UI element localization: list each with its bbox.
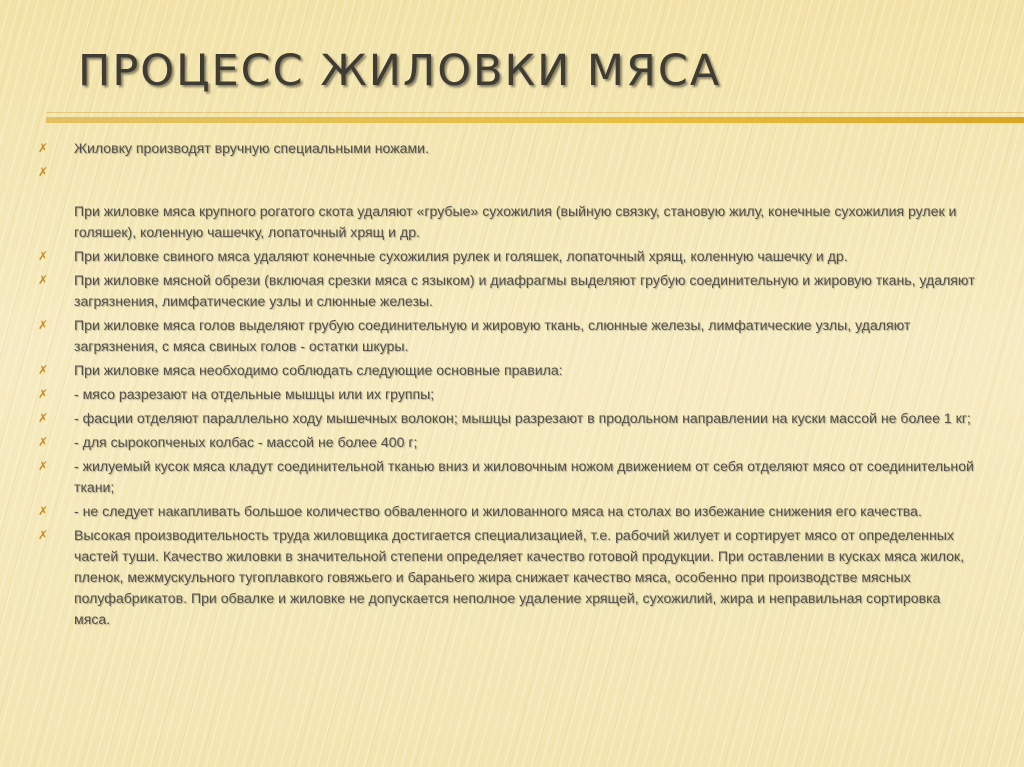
bullet-text: Жиловку производят вручную специальными ножами. (74, 140, 429, 156)
bullet-text: При жиловке мяса необходимо соблюдать следующие основные правила: (74, 362, 563, 378)
bullet-text: - не следует накапливать большое количество обваленного и жилованного мяса на столах во избежание снижения его качества. (74, 503, 922, 519)
bullet-text: - для сырокопченых колбас - массой не более 400 г; (74, 434, 418, 450)
bullet-item (38, 456, 978, 498)
bullet-item (38, 270, 978, 312)
bullet-marker-icon: ✗ (38, 504, 49, 518)
bullet-marker-icon: ✗ (38, 363, 49, 377)
bullet-text: Высокая производительность труда жиловщика достигается специализацией, т.е. рабочий жилует и сортирует мясо от определенных частей туши. Качество жиловки в значительной степени определяет качество готовой продукции. При оставлении в кусках мяса жилок, пленок, межмускульного тугоплавкого говяжьего и бараньего жира снижает качество мяса, особенно при производстве мясных полуфабрикатов. При обвалке и жиловке не допускается неполное удаление хрящей, сухожилий, жира и неправильная сортировка мяса. (74, 527, 964, 627)
bullet-item (38, 432, 978, 453)
bullet-marker-icon: ✗ (38, 459, 49, 473)
bullet-item (38, 201, 978, 243)
bullet-text: - фасции отделяют параллельно ходу мышечных волокон; мышцы разрезают в продольном направлении на куски массой не более 1 кг; (74, 410, 971, 426)
bullet-marker-icon: ✗ (38, 411, 49, 425)
bullet-marker-icon: ✗ (38, 249, 49, 263)
bullet-text: При жиловке мяса крупного рогатого скота удаляют «грубые» сухожилия (выйную связку, становую жилу, конечные сухожилия рулек и голяшек), коленную чашечку, лопаточный хрящ и др. (74, 203, 957, 240)
bullet-marker-icon: ✗ (38, 435, 49, 449)
title-underline-thin (46, 112, 1024, 113)
bullet-text: При жиловке мяса голов выделяют грубую соединительную и жировую ткань, слюнные железы, лимфатические узлы, удаляют загрязнения, с мяса свиных голов - остатки шкуры. (74, 317, 911, 354)
bullet-marker-icon: ✗ (38, 273, 49, 287)
bullet-item (38, 315, 978, 357)
bullet-marker-icon: ✗ (38, 141, 49, 155)
bullet-item-empty (38, 162, 978, 183)
bullet-text: При жиловке свиного мяса удаляют конечные сухожилия рулек и голяшек, лопаточный хрящ, коленную чашечку и др. (74, 248, 848, 264)
bullet-text: - мясо разрезают на отдельные мышцы или их группы; (74, 386, 435, 402)
bullet-item (38, 501, 978, 522)
bullet-item (38, 525, 978, 630)
bullet-text: При жиловке мясной обрези (включая срезки мяса с языком) и диафрагмы выделяют грубую соединительную и жировую ткань, удаляют загрязнения, лимфатические узлы и слюнные железы. (74, 272, 975, 309)
bullet-item (38, 360, 978, 381)
bullet-list (38, 138, 978, 633)
bullet-marker-icon: ✗ (38, 318, 49, 332)
bullet-marker-icon: ✗ (38, 387, 49, 401)
bullet-marker-icon: ✗ (38, 165, 49, 179)
bullet-item (38, 138, 978, 159)
bullet-text: - жилуемый кусок мяса кладут соединительной тканью вниз и жиловочным ножом движением от себя отделяют мясо от соединительной ткани; (74, 458, 974, 495)
bullet-marker-icon: ✗ (38, 528, 49, 542)
bullet-item (38, 408, 978, 429)
bullet-item (38, 246, 978, 267)
bullet-item (38, 384, 978, 405)
title-underline (46, 117, 1024, 123)
slide-title: ПРОЦЕСС ЖИЛОВКИ МЯСА (78, 46, 722, 96)
